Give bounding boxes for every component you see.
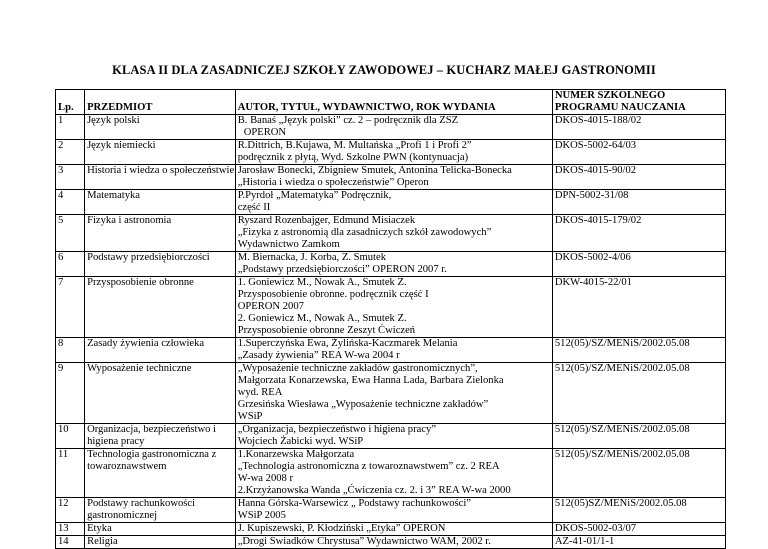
row-author [235, 449, 552, 498]
row-lp: 4 [56, 190, 85, 215]
author-line: B. Banaś „Język polski” cz. 2 – podręcznik dla ZSZ [237, 115, 459, 126]
row-author [235, 140, 552, 165]
table-row [56, 190, 726, 215]
row-author [235, 190, 552, 215]
author-line: J. Kupiszewski, P. Kłodziński „Etyka” OPERON [237, 523, 446, 534]
author-line: Wydawnictwo Zamkom [237, 239, 340, 250]
row-lp: 14 [56, 536, 85, 549]
author-line: 1.Superczyńska Ewa, Żylińska-Kaczmarek Melania [237, 338, 458, 349]
subject-line: Historia i wiedza o społeczeństwie [87, 165, 235, 176]
row-lp: 9 [56, 363, 85, 424]
row-lp: 5 [56, 215, 85, 252]
textbook-table [55, 89, 726, 549]
author-line: „Technologia astronomiczna z towaroznawstwem” cz. 2 REA [237, 461, 500, 472]
row-subject [85, 498, 236, 523]
subject-line: Zasady żywienia człowieka [87, 338, 205, 349]
subject-line: Organizacja, bezpieczeństwo i [87, 424, 216, 435]
row-program-number: DKOS-5002-03/07 [552, 523, 725, 536]
row-lp: 13 [56, 523, 85, 536]
row-author [235, 363, 552, 424]
row-subject [85, 215, 236, 252]
table-row [56, 424, 726, 449]
table-row [56, 498, 726, 523]
row-subject [85, 190, 236, 215]
author-line: WSiP [237, 411, 263, 422]
row-subject [85, 449, 236, 498]
subject-line: Podstawy przedsiębiorczości [87, 252, 210, 263]
author-line: „Organizacja, bezpieczeństwo i higiena pracy” [237, 424, 437, 435]
row-subject [85, 536, 236, 549]
author-line: 2.Krzyżanowska Wanda „Ćwiczenia cz. 2. i 3” REA W-wa 2000 [237, 485, 511, 496]
row-lp: 10 [56, 424, 85, 449]
row-lp: 11 [56, 449, 85, 498]
row-author [235, 498, 552, 523]
row-author [235, 536, 552, 549]
author-line: WSiP 2005 [237, 510, 286, 521]
row-lp: 12 [56, 498, 85, 523]
author-line: „Historia i wiedza o społeczeństwie” Operon [237, 177, 429, 188]
author-line: W-wa 2008 r [237, 473, 294, 484]
row-program-number: 512(05)/SZ/MENiS/2002.05.08 [552, 363, 725, 424]
table-row [56, 449, 726, 498]
subject-line: Język niemiecki [87, 140, 156, 151]
row-program-number: 512(05)/SZ/MENiS/2002.05.08 [552, 449, 725, 498]
author-line: podręcznik z płytą, Wyd. Szkolne PWN (kontynuacja) [237, 152, 469, 163]
row-program-number: DKOS-4015-90/02 [552, 165, 725, 190]
row-program-number: DKOS-4015-188/02 [552, 115, 725, 140]
row-author [235, 338, 552, 363]
table-row [56, 523, 726, 536]
subject-line: gastronomicznej [87, 510, 158, 521]
row-subject [85, 115, 236, 140]
table-row [56, 252, 726, 277]
row-program-number: DKOS-4015-179/02 [552, 215, 725, 252]
row-program-number: AZ-41-01/1-1 [552, 536, 725, 549]
row-author [235, 523, 552, 536]
table-row [56, 536, 726, 549]
row-subject [85, 363, 236, 424]
row-subject [85, 338, 236, 363]
subject-line: Język polski [87, 115, 140, 126]
row-subject [85, 277, 236, 338]
table-body [56, 115, 726, 549]
header-number [552, 90, 725, 115]
subject-line: higiena pracy [87, 436, 145, 447]
subject-line: Wyposażenie techniczne [87, 363, 192, 374]
subject-line: Matematyka [87, 190, 141, 201]
subject-line: Religia [87, 536, 118, 547]
row-author [235, 215, 552, 252]
row-program-number: 512(05)SZ/MENiS/2002.05.08 [552, 498, 725, 523]
subject-line: Podstawy rachunkowości [87, 498, 196, 509]
author-line: Przysposobienie obronne Zeszyt Ćwiczeń [237, 325, 416, 336]
author-line: Grzesińska Wiesława „Wyposażenie techniczne zakładów” [237, 399, 489, 410]
author-line: część II [237, 202, 271, 213]
author-line: Hanna Górska-Warsewicz „ Podstawy rachunkowości” [237, 498, 472, 509]
row-author [235, 165, 552, 190]
subject-line: towaroznawstwem [87, 461, 167, 472]
row-lp: 3 [56, 165, 85, 190]
row-lp: 6 [56, 252, 85, 277]
author-line: „Zasady żywienia” REA W-wa 2004 r [237, 350, 400, 361]
row-lp: 1 [56, 115, 85, 140]
row-program-number: DKW-4015-22/01 [552, 277, 725, 338]
row-author [235, 424, 552, 449]
author-line: R.Dittrich, B.Kujawa, M. Multańska „Profi 1 i Profi 2” [237, 140, 472, 151]
author-line: Małgorzata Konarzewska, Ewa Hanna Lada, Barbara Zielonka [237, 375, 504, 386]
subject-line: Fizyka i astronomia [87, 215, 172, 226]
subject-line: Technologia gastronomiczna z [87, 449, 217, 460]
row-lp: 2 [56, 140, 85, 165]
author-line: Ryszard Rozenbajger, Edmund Misiaczek [237, 215, 416, 226]
table-row [56, 215, 726, 252]
author-line: M. Biernacka, J. Korba, Z. Smutek [237, 252, 386, 263]
author-line: „Drogi Świadków Chrystusa” Wydawnictwo WAM, 2002 r. [237, 536, 491, 547]
table-row [56, 277, 726, 338]
row-author [235, 277, 552, 338]
row-author [235, 115, 552, 140]
row-subject [85, 424, 236, 449]
author-line: 1.Konarzewska Małgorzata [237, 449, 355, 460]
author-line: 1. Goniewicz M., Nowak A., Smutek Z. [237, 277, 407, 288]
table-row [56, 338, 726, 363]
table-row [56, 363, 726, 424]
row-author [235, 252, 552, 277]
author-line: OPERON [243, 127, 287, 138]
row-program-number: DKOS-5002-4/06 [552, 252, 725, 277]
author-line: wyd. REA [237, 387, 283, 398]
header-number-line1: NUMER SZKOLNEGO [554, 90, 666, 101]
row-subject [85, 140, 236, 165]
row-program-number: 512(05)/SZ/MENiS/2002.05.08 [552, 424, 725, 449]
author-line: 2. Goniewicz M., Nowak A., Smutek Z. [237, 313, 407, 324]
header-number-line2: PROGRAMU NAUCZANIA [554, 102, 686, 113]
author-line: Wojciech Żabicki wyd. WSiP [237, 436, 364, 447]
author-line: P.Pyrdoł „Matematyka” Podręcznik, [237, 190, 392, 201]
page-title: KLASA II DLA ZASADNICZEJ SZKOŁY ZAWODOWEJ – KUCHARZ MAŁEJ GASTRONOMII [112, 63, 656, 77]
header-lp: Lp. [56, 90, 85, 115]
row-lp: 8 [56, 338, 85, 363]
subject-line: Etyka [87, 523, 112, 534]
row-subject [85, 252, 236, 277]
table-row [56, 165, 726, 190]
author-line: „Podstawy przedsiębiorczości” OPERON 2007 r. [237, 264, 447, 275]
table-row [56, 115, 726, 140]
header-author: AUTOR, TYTUŁ, WYDAWNICTWO, ROK WYDANIA [235, 90, 552, 115]
table-row [56, 140, 726, 165]
row-lp: 7 [56, 277, 85, 338]
table-header-row [56, 90, 726, 115]
author-line: Przysposobienie obronne. podręcznik część I [237, 289, 429, 300]
author-line: „Wyposażenie techniczne zakładów gastronomicznych”, [237, 363, 478, 374]
row-program-number: DPN-5002-31/08 [552, 190, 725, 215]
author-line: „Fizyka z astronomią dla zasadniczych szkół zawodowych” [237, 227, 492, 238]
row-subject [85, 165, 236, 190]
author-line: OPERON 2007 [237, 301, 304, 312]
header-subject: PRZEDMIOT [85, 90, 236, 115]
subject-line: Przysposobienie obronne [87, 277, 194, 288]
row-program-number: DKOS-5002-64/03 [552, 140, 725, 165]
row-subject [85, 523, 236, 536]
row-program-number: 512(05)/SZ/MENiS/2002.05.08 [552, 338, 725, 363]
author-line: Jarosław Bonecki, Zbigniew Smutek, Antonina Telicka-Bonecka [237, 165, 512, 176]
